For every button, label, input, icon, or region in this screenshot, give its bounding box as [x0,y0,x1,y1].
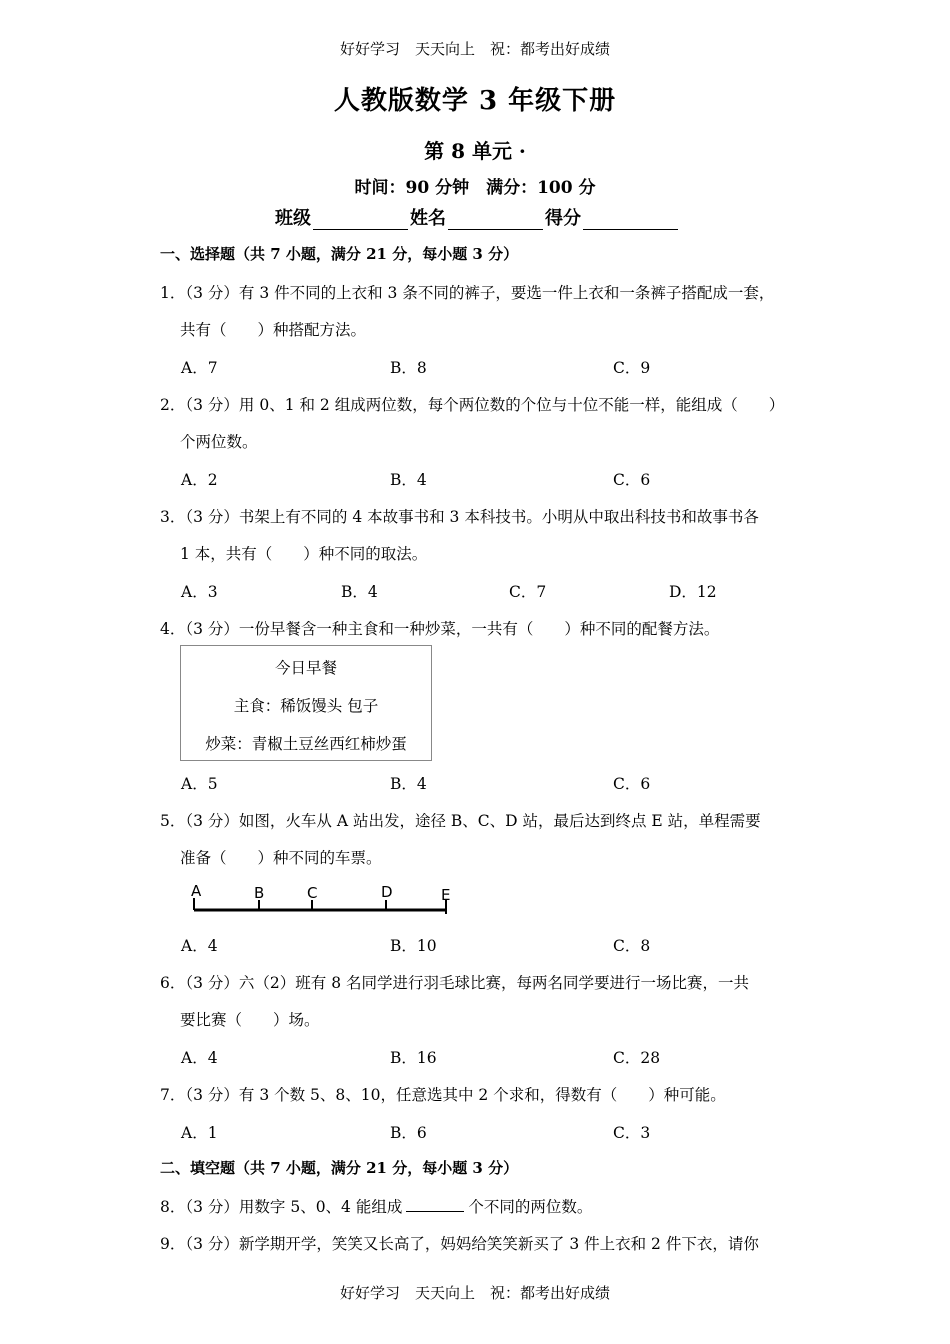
time-info: 时间：90 分钟 满分：100 分 [354,178,596,198]
q6-line2: 要比赛（ ）场。 [180,1011,320,1029]
q8-text-after: 个不同的两位数。 [468,1198,593,1216]
unit-title: 第 8 单元 · [424,139,526,163]
station-label-e: E [441,886,451,904]
page-header: 好好学习 天天向上 祝：都考出好成绩 [339,40,610,58]
q2-option-b[interactable]: B．4 [390,471,427,489]
q3-option-b[interactable]: B．4 [341,583,378,601]
q3-option-a[interactable]: A．3 [181,583,218,601]
q3-option-c[interactable]: C．7 [509,583,547,601]
breakfast-menu-box [180,645,432,761]
q2-option-c[interactable]: C．6 [613,471,651,489]
q5-option-a[interactable]: A．4 [181,937,218,955]
q5-option-c[interactable]: C．8 [613,937,651,955]
q7-option-c[interactable]: C．3 [613,1124,651,1142]
q8-line [160,1195,592,1217]
q6-option-c[interactable]: C．28 [613,1049,661,1067]
q1-option-a[interactable]: A．7 [181,359,218,377]
q8-text-before: 8．（3 分）用数字 5、0、4 能组成 [160,1198,403,1216]
menu-staple: 主食：稀饭馒头 包子 [233,697,379,715]
q4-option-c[interactable]: C．6 [613,775,651,793]
q7-line1: 7．（3 分）有 3 个数 5、8、10，任意选其中 2 个求和，得数有（ ）种可能。 [160,1086,726,1104]
section-2-heading: 二、填空题（共 7 小题，满分 21 分，每小题 3 分） [160,1159,519,1177]
q3-line2: 1 本，共有（ ）种不同的取法。 [180,545,428,563]
q1-line2: 共有（ ）种搭配方法。 [180,321,367,339]
q1-option-c[interactable]: C．9 [613,359,651,377]
score-label: 得分 [545,208,581,229]
q7-option-a[interactable]: A．1 [181,1124,218,1142]
q4-option-a[interactable]: A．5 [181,775,218,793]
station-label-c: C [307,884,318,902]
q1-line1: 1．（3 分）有 3 件不同的上衣和 3 条不同的裤子，要选一件上衣和一条裤子搭配成一套， [160,284,775,302]
q2-option-a[interactable]: A．2 [181,471,218,489]
q8-answer-blank[interactable] [406,1197,464,1212]
q2-line2: 个两位数。 [180,433,258,451]
q3-option-d[interactable]: D．12 [669,583,717,601]
q1-option-b[interactable]: B．8 [390,359,427,377]
q7-option-b[interactable]: B．6 [390,1124,427,1142]
menu-dish: 炒菜：青椒土豆丝西红柿炒蛋 [205,735,407,753]
class-blank[interactable] [313,211,408,230]
q6-line1: 6．（3 分）六（2）班有 8 名同学进行羽毛球比赛，每两名同学要进行一场比赛，一共 [160,974,749,992]
page-footer: 好好学习 天天向上 祝：都考出好成绩 [339,1284,610,1302]
name-label: 姓名 [410,208,446,229]
q4-option-b[interactable]: B．4 [390,775,427,793]
score-blank[interactable] [583,211,678,230]
q5-line2: 准备（ ）种不同的车票。 [180,849,382,867]
q4-line1: 4．（3 分）一份早餐含一种主食和一种炒菜，一共有（ ）种不同的配餐方法。 [160,620,720,638]
q2-line1: 2．（3 分）用 0、1 和 2 组成两位数，每个两位数的个位与十位不能一样，能组成（ ） [160,396,785,414]
station-label-a: A [191,882,202,900]
menu-title: 今日早餐 [274,659,337,677]
station-label-d: D [381,883,393,901]
station-label-b: B [254,884,265,902]
class-label: 班级 [275,208,311,229]
page-title: 人教版数学 3 年级下册 [333,86,617,116]
q6-option-b[interactable]: B．16 [390,1049,437,1067]
name-blank[interactable] [448,211,543,230]
q5-option-b[interactable]: B．10 [390,937,437,955]
q6-option-a[interactable]: A．4 [181,1049,218,1067]
q3-line1: 3．（3 分）书架上有不同的 4 本故事书和 3 本科技书。小明从中取出科技书和故事书各 [160,508,759,526]
train-route-diagram [180,880,470,922]
student-info-line [275,204,680,230]
q5-line1: 5．（3 分）如图，火车从 A 站出发，途径 B、C、D 站，最后达到终点 E 站，单程需要 [160,812,761,830]
q9-line1: 9．（3 分）新学期开学，笑笑又长高了，妈妈给笑笑新买了 3 件上衣和 2 件下衣，请你 [160,1235,759,1253]
section-1-heading: 一、选择题（共 7 小题，满分 21 分，每小题 3 分） [160,245,519,263]
